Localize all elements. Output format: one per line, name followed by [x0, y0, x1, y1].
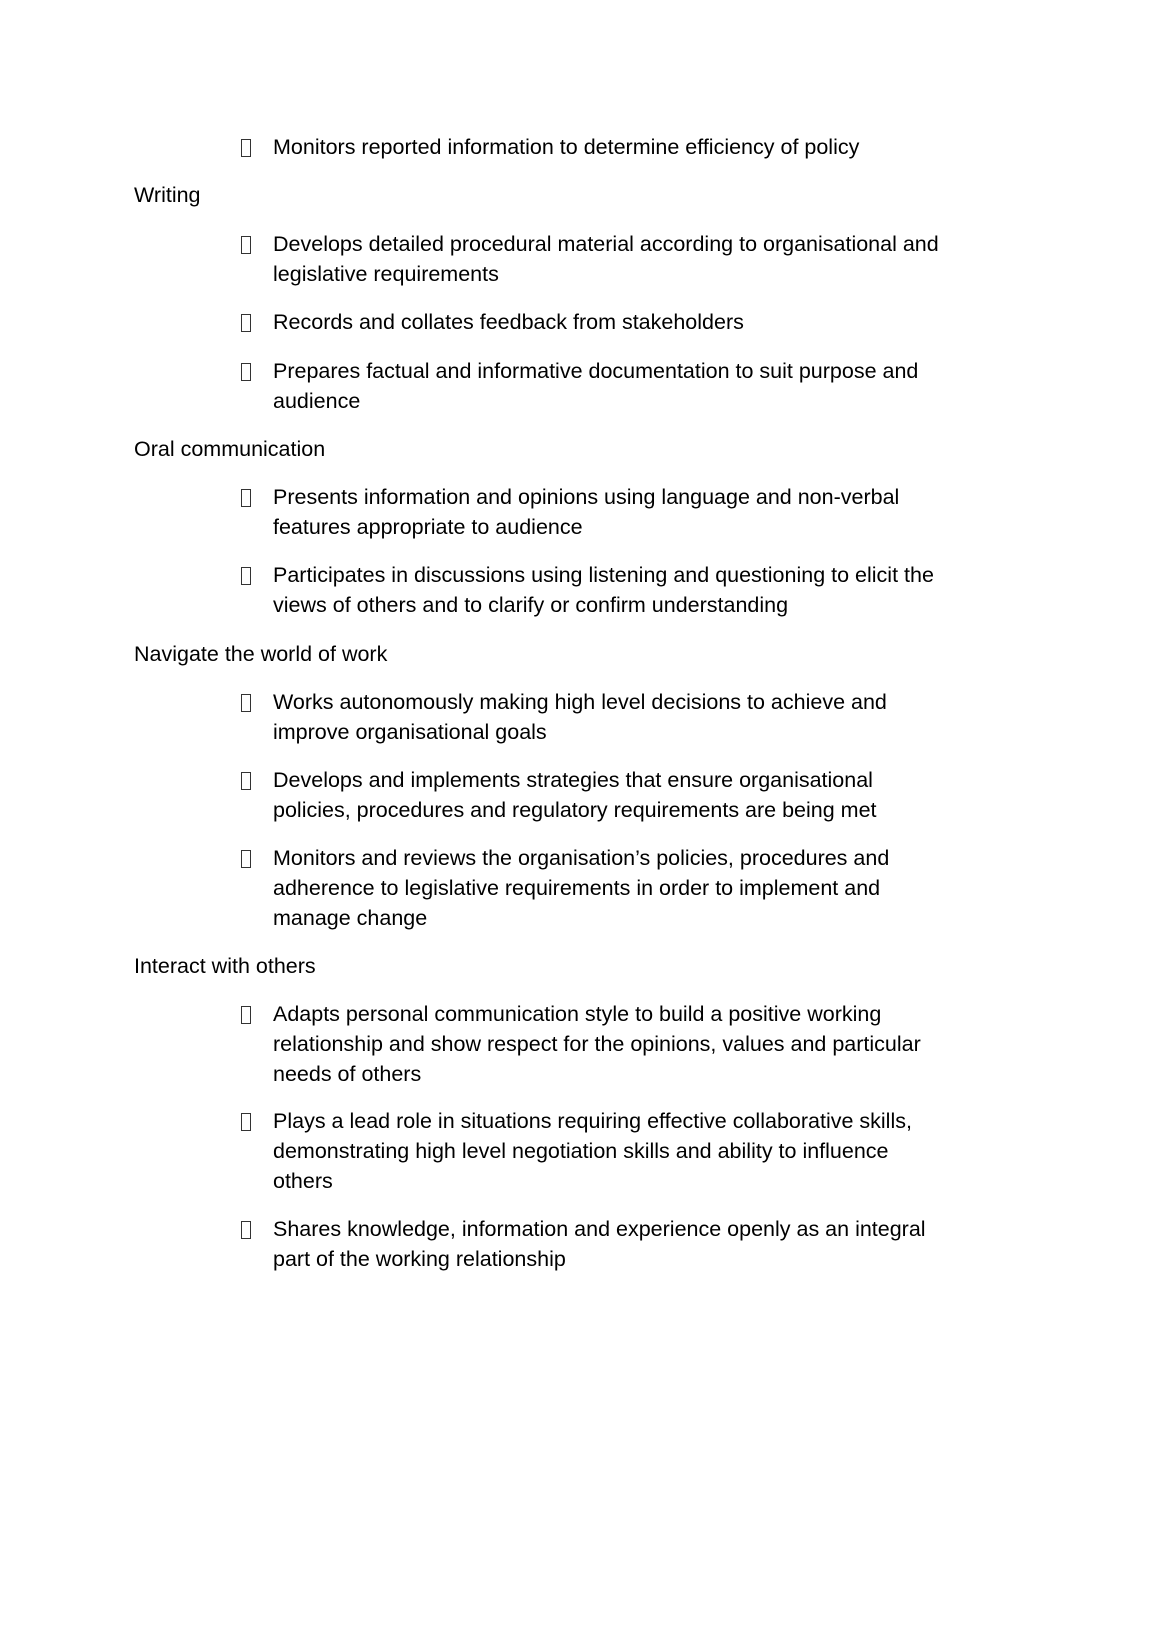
list-item-text — [273, 482, 899, 542]
bullet-icon — [241, 236, 251, 254]
text-line: Participates in discussions using listening and questioning to elicit the — [273, 563, 934, 587]
list-item-text — [273, 687, 887, 747]
list-item-text — [273, 1106, 912, 1196]
list-item-text — [273, 229, 939, 289]
bullet-icon — [241, 1006, 251, 1024]
text-line: Monitors reported information to determine efficiency of policy — [273, 135, 860, 159]
bullet-icon — [241, 363, 251, 381]
bullet-icon — [241, 772, 251, 790]
section-heading: Interact with others — [134, 954, 316, 978]
bullet-icon — [241, 694, 251, 712]
bullet-icon — [241, 489, 251, 507]
bullet-icon — [241, 850, 251, 868]
text-line: Presents information and opinions using language and non-verbal — [273, 485, 900, 509]
section-heading: Navigate the world of work — [134, 642, 388, 666]
list-item-text — [273, 356, 918, 416]
section-heading: Oral communication — [134, 437, 326, 461]
bullet-icon — [241, 1221, 251, 1239]
text-line: improve organisational goals — [273, 720, 547, 744]
text-line: needs of others — [273, 1062, 422, 1086]
text-line: Works autonomously making high level decisions to achieve and — [273, 690, 887, 714]
text-line: Prepares factual and informative documentation to suit purpose and — [273, 359, 919, 383]
list-item-text — [273, 999, 921, 1089]
text-line: Plays a lead role in situations requiring effective collaborative skills, — [273, 1109, 912, 1133]
text-line: demonstrating high level negotiation skills and ability to influence — [273, 1139, 889, 1163]
text-line: policies, procedures and regulatory requirements are being met — [273, 798, 877, 822]
text-line: audience — [273, 389, 361, 413]
list-item-text — [273, 307, 744, 337]
list-item-text — [273, 765, 877, 825]
text-line: Adapts personal communication style to build a positive working — [273, 1002, 882, 1026]
text-line: Shares knowledge, information and experience openly as an integral — [273, 1217, 926, 1241]
bullet-icon — [241, 139, 251, 157]
bullet-icon — [241, 567, 251, 585]
text-line: part of the working relationship — [273, 1247, 566, 1271]
text-line: Records and collates feedback from stakeholders — [273, 310, 744, 334]
list-item-text — [273, 560, 934, 620]
bullet-icon — [241, 1113, 251, 1131]
text-line: relationship and show respect for the opinions, values and particular — [273, 1032, 921, 1056]
text-line: features appropriate to audience — [273, 515, 583, 539]
text-line: others — [273, 1169, 333, 1193]
bullet-icon — [241, 314, 251, 332]
list-item-text — [273, 1214, 926, 1274]
text-line: adherence to legislative requirements in order to implement and — [273, 876, 881, 900]
text-line: manage change — [273, 906, 428, 930]
text-line: Develops and implements strategies that ensure organisational — [273, 768, 873, 792]
text-line: views of others and to clarify or confirm understanding — [273, 593, 789, 617]
text-line: legislative requirements — [273, 262, 499, 286]
list-item-text — [273, 843, 889, 933]
text-line: Monitors and reviews the organisation’s policies, procedures and — [273, 846, 890, 870]
list-item-text — [273, 132, 859, 162]
section-heading: Writing — [134, 183, 201, 207]
text-line: Develops detailed procedural material according to organisational and — [273, 232, 939, 256]
